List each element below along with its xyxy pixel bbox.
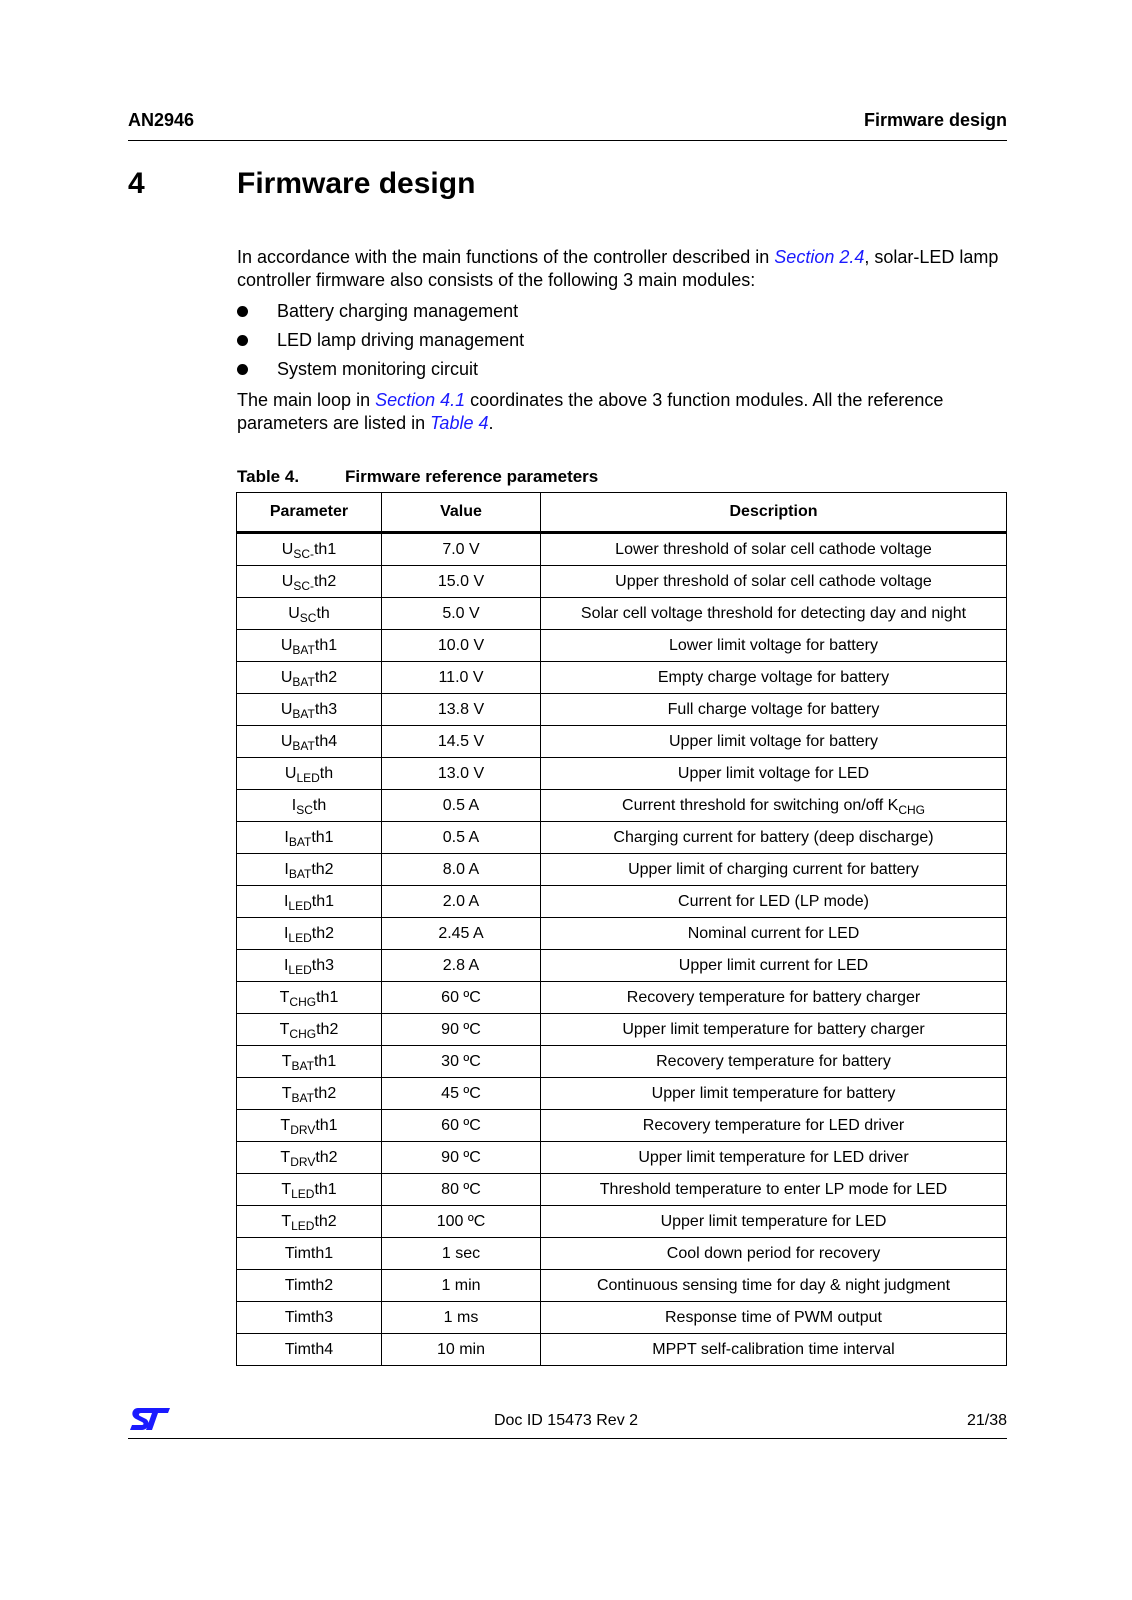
loop-text-2: coordinates the above 3 function modules. All the reference parameters are listed in bbox=[237, 390, 944, 433]
parameter-symbol: U bbox=[280, 636, 293, 654]
parameter-cell bbox=[237, 1078, 382, 1110]
value-cell: 13.0 V bbox=[382, 758, 541, 790]
value-cell: 7.0 V bbox=[382, 533, 541, 566]
description-cell bbox=[541, 1302, 1007, 1334]
value-cell: 2.8 A bbox=[382, 950, 541, 982]
description-text: Upper limit of charging current for battery bbox=[628, 860, 919, 878]
parameter-cell bbox=[237, 982, 382, 1014]
loop-text-3: . bbox=[488, 413, 494, 433]
list-item bbox=[237, 327, 1007, 356]
main-loop-paragraph bbox=[237, 389, 1007, 435]
table-row bbox=[237, 630, 1007, 662]
description-cell bbox=[541, 758, 1007, 790]
description-text: Threshold temperature to enter LP mode for LED bbox=[599, 1180, 948, 1198]
value-cell: 60 ºC bbox=[382, 1110, 541, 1142]
value-cell: 80 ºC bbox=[382, 1174, 541, 1206]
parameter-symbol: I bbox=[291, 796, 297, 814]
parameter-suffix: th2 bbox=[311, 860, 334, 878]
parameter-cell bbox=[237, 1206, 382, 1238]
parameter-subscript: BAT bbox=[288, 834, 312, 849]
value-cell: 90 ºC bbox=[382, 1014, 541, 1046]
value-cell: 11.0 V bbox=[382, 662, 541, 694]
parameter-cell bbox=[237, 1270, 382, 1302]
description-cell bbox=[541, 886, 1007, 918]
parameter-suffix: th2 bbox=[316, 1020, 339, 1038]
parameter-subscript: SC bbox=[299, 610, 317, 625]
table-row bbox=[237, 918, 1007, 950]
parameter-symbol: T bbox=[281, 1180, 292, 1198]
table-row bbox=[237, 758, 1007, 790]
value-cell: 60 ºC bbox=[382, 982, 541, 1014]
description-cell bbox=[541, 950, 1007, 982]
description-cell bbox=[541, 1206, 1007, 1238]
parameter-suffix: th1 bbox=[311, 828, 334, 846]
parameter-suffix: th3 bbox=[311, 956, 335, 974]
parameter-suffix: th1 bbox=[313, 540, 337, 558]
description-cell bbox=[541, 918, 1007, 950]
loop-text-1: The main loop in bbox=[237, 390, 376, 410]
table-row bbox=[237, 1270, 1007, 1302]
parameter-subscript: LED bbox=[288, 962, 312, 977]
parameter-symbol: I bbox=[283, 956, 289, 974]
table-caption-number: Table 4. bbox=[237, 467, 300, 486]
intro-paragraph bbox=[237, 246, 1007, 292]
description-text: Upper limit voltage for battery bbox=[669, 732, 878, 750]
parameter-symbol: Timth1 bbox=[284, 1244, 334, 1262]
value-cell: 14.5 V bbox=[382, 726, 541, 758]
parameter-subscript: BAT bbox=[292, 674, 315, 689]
parameter-symbol: T bbox=[279, 1020, 290, 1038]
footer-doc-ref: Doc ID 15473 Rev 2 bbox=[493, 1412, 639, 1429]
column-header-description: Description bbox=[541, 493, 1007, 533]
parameter-suffix: th2 bbox=[314, 668, 338, 686]
description-text: Lower threshold of solar cell cathode voltage bbox=[615, 540, 932, 558]
description-text: Recovery temperature for LED driver bbox=[642, 1116, 905, 1134]
parameter-subscript: LED bbox=[296, 770, 320, 785]
description-cell bbox=[541, 854, 1007, 886]
section-title: Firmware design bbox=[237, 167, 476, 200]
description-text: Lower limit voltage for battery bbox=[669, 636, 878, 654]
column-header-parameter: Parameter bbox=[237, 493, 382, 533]
parameter-subscript: BAT bbox=[288, 866, 312, 881]
value-cell: 1 sec bbox=[382, 1238, 541, 1270]
description-cell bbox=[541, 1270, 1007, 1302]
value-cell: 1 ms bbox=[382, 1302, 541, 1334]
table-row bbox=[237, 982, 1007, 1014]
value-cell: 0.5 A bbox=[382, 822, 541, 854]
description-text: Upper limit voltage for LED bbox=[677, 764, 870, 782]
description-text: Full charge voltage for battery bbox=[667, 700, 880, 718]
description-cell bbox=[541, 1174, 1007, 1206]
parameter-cell bbox=[237, 598, 382, 630]
description-text: Recovery temperature for battery bbox=[656, 1052, 891, 1070]
parameter-cell bbox=[237, 854, 382, 886]
parameter-subscript: CHG bbox=[289, 1026, 317, 1041]
parameter-subscript: LED bbox=[291, 1186, 315, 1201]
parameter-suffix: th1 bbox=[311, 892, 335, 910]
table-caption-title: Firmware reference parameters bbox=[345, 467, 599, 486]
parameter-cell bbox=[237, 726, 382, 758]
footer-rule bbox=[128, 1438, 1007, 1439]
description-cell bbox=[541, 1046, 1007, 1078]
description-cell bbox=[541, 694, 1007, 726]
parameter-symbol: T bbox=[279, 988, 290, 1006]
parameter-suffix: th2 bbox=[313, 1084, 337, 1102]
parameter-suffix: th bbox=[319, 764, 334, 782]
value-cell: 10.0 V bbox=[382, 630, 541, 662]
parameter-cell bbox=[237, 1014, 382, 1046]
description-text: Nominal current for LED bbox=[687, 924, 860, 942]
description-cell bbox=[541, 1142, 1007, 1174]
parameter-cell bbox=[237, 1238, 382, 1270]
description-cell bbox=[541, 1334, 1007, 1366]
parameter-cell bbox=[237, 694, 382, 726]
parameter-suffix: th1 bbox=[316, 988, 339, 1006]
table-4-link[interactable]: Table 4 bbox=[430, 413, 489, 433]
description-text: Upper limit temperature for LED driver bbox=[638, 1148, 909, 1166]
parameter-suffix: th2 bbox=[314, 1212, 337, 1230]
value-cell: 45 ºC bbox=[382, 1078, 541, 1110]
parameter-subscript: SC bbox=[296, 802, 313, 817]
table-row bbox=[237, 1014, 1007, 1046]
table-row bbox=[237, 1110, 1007, 1142]
parameter-cell bbox=[237, 886, 382, 918]
parameter-cell bbox=[237, 1110, 382, 1142]
table-row bbox=[237, 598, 1007, 630]
parameter-cell bbox=[237, 566, 382, 598]
description-text: Current threshold for switching on/off K bbox=[622, 796, 899, 814]
list-item-text: System monitoring circuit bbox=[277, 359, 479, 379]
description-cell bbox=[541, 822, 1007, 854]
description-cell bbox=[541, 598, 1007, 630]
value-cell: 10 min bbox=[382, 1334, 541, 1366]
parameter-suffix: th2 bbox=[311, 924, 335, 942]
description-text: Cool down period for recovery bbox=[666, 1244, 881, 1262]
header-doc-id: AN2946 bbox=[128, 110, 195, 130]
description-text: Upper limit temperature for battery bbox=[651, 1084, 896, 1102]
description-cell bbox=[541, 1110, 1007, 1142]
table-body bbox=[237, 533, 1007, 1366]
table-row bbox=[237, 1046, 1007, 1078]
parameter-symbol: U bbox=[281, 540, 294, 558]
table-row bbox=[237, 886, 1007, 918]
description-text: Recovery temperature for battery charger bbox=[626, 988, 921, 1006]
parameter-suffix: th bbox=[312, 796, 327, 814]
parameter-symbol: U bbox=[284, 764, 297, 782]
parameter-suffix: th3 bbox=[314, 700, 338, 718]
parameter-cell bbox=[237, 1334, 382, 1366]
table-row bbox=[237, 822, 1007, 854]
parameter-cell bbox=[237, 950, 382, 982]
description-cell bbox=[541, 790, 1007, 822]
header-rule bbox=[128, 140, 1007, 141]
parameter-symbol: Timth2 bbox=[284, 1276, 334, 1294]
parameter-suffix: th1 bbox=[314, 1180, 337, 1198]
bullet-icon bbox=[237, 306, 248, 317]
parameter-symbol: U bbox=[280, 732, 293, 750]
value-cell: 13.8 V bbox=[382, 694, 541, 726]
description-text: Upper limit current for LED bbox=[678, 956, 869, 974]
description-cell bbox=[541, 1238, 1007, 1270]
parameter-cell bbox=[237, 822, 382, 854]
description-text: Solar cell voltage threshold for detecting day and night bbox=[580, 604, 967, 622]
column-header-value: Value bbox=[382, 493, 541, 533]
parameter-subscript: BAT bbox=[291, 1058, 314, 1073]
header-section-title: Firmware design bbox=[863, 110, 1007, 130]
module-list bbox=[237, 298, 1007, 385]
bullet-icon bbox=[237, 335, 248, 346]
table-caption bbox=[237, 467, 598, 487]
table-header-row bbox=[237, 493, 1007, 533]
parameter-subscript: CHG bbox=[289, 994, 317, 1009]
parameter-subscript: DRV bbox=[290, 1154, 316, 1169]
parameter-suffix: th bbox=[316, 604, 330, 622]
parameter-symbol: T bbox=[280, 1116, 291, 1134]
parameter-cell bbox=[237, 790, 382, 822]
parameter-symbol: I bbox=[284, 860, 289, 878]
table-row bbox=[237, 662, 1007, 694]
table-row bbox=[237, 1206, 1007, 1238]
description-cell bbox=[541, 1014, 1007, 1046]
parameter-subscript: SC- bbox=[293, 546, 314, 561]
bullet-icon bbox=[237, 364, 248, 375]
parameter-symbol: U bbox=[281, 572, 294, 590]
description-cell bbox=[541, 982, 1007, 1014]
description-text: Upper limit temperature for LED bbox=[660, 1212, 887, 1230]
parameter-suffix: th1 bbox=[315, 1116, 338, 1134]
table-row bbox=[237, 790, 1007, 822]
description-cell bbox=[541, 533, 1007, 566]
value-cell: 8.0 A bbox=[382, 854, 541, 886]
parameter-cell bbox=[237, 1302, 382, 1334]
parameter-subscript: SC- bbox=[293, 578, 314, 593]
intro-text-2: , solar-LED lamp controller firmware also consists of the following 3 main modules: bbox=[237, 247, 999, 290]
value-cell: 2.45 A bbox=[382, 918, 541, 950]
table-row bbox=[237, 1142, 1007, 1174]
table-row bbox=[237, 1078, 1007, 1110]
footer-page-number: 21/38 bbox=[966, 1412, 1007, 1429]
parameter-symbol: U bbox=[280, 700, 293, 718]
parameter-symbol: I bbox=[284, 828, 289, 846]
value-cell: 2.0 A bbox=[382, 886, 541, 918]
value-cell: 0.5 A bbox=[382, 790, 541, 822]
parameter-cell bbox=[237, 1046, 382, 1078]
parameter-symbol: U bbox=[288, 604, 300, 622]
table-row bbox=[237, 950, 1007, 982]
parameter-subscript: DRV bbox=[290, 1122, 316, 1137]
parameter-cell bbox=[237, 630, 382, 662]
value-cell: 30 ºC bbox=[382, 1046, 541, 1078]
parameter-subscript: LED bbox=[291, 1218, 315, 1233]
parameter-subscript: BAT bbox=[291, 1090, 314, 1105]
description-cell bbox=[541, 566, 1007, 598]
value-cell: 1 min bbox=[382, 1270, 541, 1302]
description-cell bbox=[541, 630, 1007, 662]
parameter-subscript: LED bbox=[288, 930, 312, 945]
table-row bbox=[237, 726, 1007, 758]
value-cell: 15.0 V bbox=[382, 566, 541, 598]
table-row bbox=[237, 1302, 1007, 1334]
table-row bbox=[237, 854, 1007, 886]
parameter-cell bbox=[237, 1174, 382, 1206]
parameter-suffix: th2 bbox=[315, 1148, 338, 1166]
parameter-cell bbox=[237, 1142, 382, 1174]
parameter-symbol: Timth3 bbox=[284, 1308, 334, 1326]
intro-text-1: In accordance with the main functions of the controller described in bbox=[237, 247, 775, 267]
parameter-subscript: LED bbox=[288, 898, 312, 913]
value-cell: 90 ºC bbox=[382, 1142, 541, 1174]
parameter-cell bbox=[237, 533, 382, 566]
parameter-symbol: U bbox=[280, 668, 293, 686]
parameter-symbol: I bbox=[283, 892, 289, 910]
list-item-text: Battery charging management bbox=[277, 301, 519, 321]
parameter-suffix: th1 bbox=[314, 636, 338, 654]
table-row bbox=[237, 1334, 1007, 1366]
parameter-suffix: th2 bbox=[313, 572, 337, 590]
value-cell: 5.0 V bbox=[382, 598, 541, 630]
description-text: MPPT self-calibration time interval bbox=[652, 1340, 895, 1358]
table-row bbox=[237, 566, 1007, 598]
table-row bbox=[237, 1174, 1007, 1206]
parameter-symbol: I bbox=[283, 924, 289, 942]
parameter-suffix: th4 bbox=[314, 732, 338, 750]
parameter-symbol: T bbox=[281, 1212, 292, 1230]
parameter-cell bbox=[237, 918, 382, 950]
description-cell bbox=[541, 726, 1007, 758]
parameter-suffix: th1 bbox=[313, 1052, 337, 1070]
parameter-subscript: BAT bbox=[292, 738, 315, 753]
list-item-text: LED lamp driving management bbox=[277, 330, 525, 350]
description-text: Upper threshold of solar cell cathode voltage bbox=[615, 572, 932, 590]
section-4-1-link[interactable]: Section 4.1 bbox=[375, 390, 466, 410]
list-item bbox=[237, 356, 1007, 385]
description-cell bbox=[541, 662, 1007, 694]
description-text: Response time of PWM output bbox=[665, 1308, 882, 1326]
table-row bbox=[237, 694, 1007, 726]
table-row bbox=[237, 1238, 1007, 1270]
description-text: Charging current for battery (deep discharge) bbox=[613, 828, 934, 846]
parameter-symbol: T bbox=[281, 1084, 292, 1102]
description-text: Upper limit temperature for battery charger bbox=[622, 1020, 925, 1038]
parameter-cell bbox=[237, 758, 382, 790]
parameter-subscript: BAT bbox=[292, 706, 315, 721]
value-cell: 100 ºC bbox=[382, 1206, 541, 1238]
description-cell bbox=[541, 1078, 1007, 1110]
section-2-4-link[interactable]: Section 2.4 bbox=[774, 247, 865, 267]
description-text: Continuous sensing time for day & night judgment bbox=[596, 1276, 951, 1294]
parameter-subscript: BAT bbox=[292, 642, 315, 657]
description-text: Empty charge voltage for battery bbox=[657, 668, 890, 686]
firmware-parameters-table bbox=[236, 492, 1007, 1366]
section-number: 4 bbox=[128, 167, 145, 200]
parameter-cell bbox=[237, 662, 382, 694]
table-row bbox=[237, 533, 1007, 566]
parameter-symbol: T bbox=[281, 1052, 292, 1070]
parameter-symbol: Timth4 bbox=[284, 1340, 334, 1358]
parameter-symbol: T bbox=[280, 1148, 291, 1166]
description-text: Current for LED (LP mode) bbox=[678, 892, 869, 910]
description-subscript: CHG bbox=[898, 802, 925, 817]
list-item bbox=[237, 298, 1007, 327]
